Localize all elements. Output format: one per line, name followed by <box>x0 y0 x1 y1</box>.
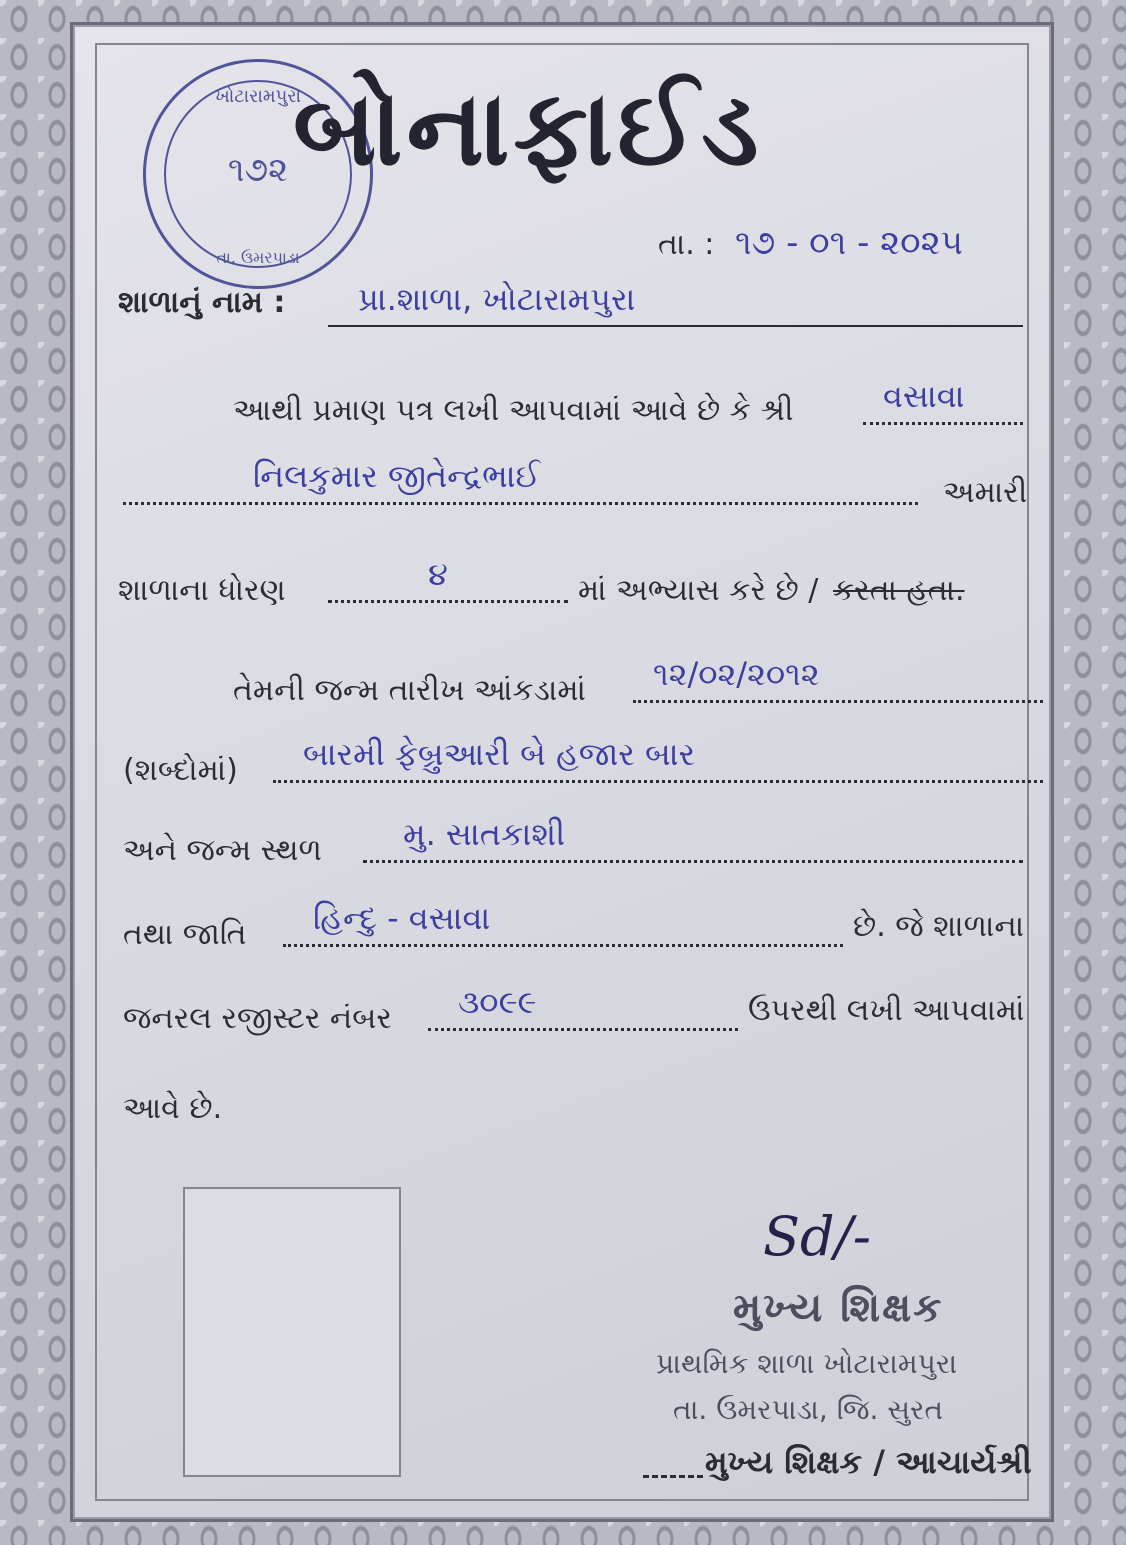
signature-stamp-title: મુખ્ય શિક્ષક <box>733 1285 944 1331</box>
certificate-title: બોનાફાઈડ <box>293 67 763 189</box>
birth-place-field <box>363 815 1023 863</box>
date-value: ૧૭ - ૦૧ - ૨૦૨૫ <box>735 223 963 263</box>
birth-place-label: અને જન્મ સ્થળ <box>123 833 322 868</box>
register-suffix: ઉપરથી લખી આપવામાં <box>748 993 1025 1028</box>
surname-field <box>863 377 1023 425</box>
student-photo-box <box>183 1187 401 1477</box>
birth-date-digits-value: ૧૨/૦૨/૨૦૧૨ <box>653 655 820 693</box>
student-name-value: નિલકુમાર જીતેન્દ્રભાઈ <box>253 457 541 495</box>
school-name-label: શાળાનું નામ : <box>118 285 286 320</box>
standard-label: શાળાના ધોરણ <box>118 573 286 608</box>
birth-date-words-value: બારમી ફેબ્રુઆરી બે હજાર બાર <box>303 735 696 773</box>
register-field <box>428 983 738 1031</box>
register-value: ૩૦૯૯ <box>458 983 537 1021</box>
bonafide-certificate-card <box>70 22 1054 1522</box>
signature-stamp-school: પ્રાથમિક શાળા ખોટારામપુરા <box>656 1347 958 1380</box>
standard-value: ૪ <box>428 555 448 593</box>
standard-struck-option: કરતા હતા. <box>833 573 965 608</box>
signature-dash-line <box>643 1475 703 1478</box>
birth-date-digits-label: તેમની જન્મ તારીખ આંકડામાં <box>233 673 586 708</box>
date-label: તા. : <box>658 227 715 262</box>
seal-number: ૧૭૨ <box>227 150 289 190</box>
surname-value: વસાવા <box>883 377 965 415</box>
standard-field <box>328 555 568 603</box>
seal-top-text: ખોટારામપુરા <box>214 86 301 107</box>
birth-place-value: મુ. સાતકાશી <box>403 815 566 853</box>
school-name-value: પ્રા.શાળા, ખોટારામપુરા <box>358 280 636 318</box>
caste-label: તથા જાતિ <box>123 917 247 952</box>
register-label: જનરલ રજીસ્ટર નંબર <box>123 1001 392 1036</box>
statement-intro: આથી પ્રમાણ પત્ર લખી આપવામાં આવે છે કે શ્રી <box>233 393 794 428</box>
handwritten-signature: Sd/- <box>763 1205 871 1268</box>
seal-bottom-text: તા. ઉમરપાડા <box>216 248 300 267</box>
birth-date-words-field <box>273 735 1043 783</box>
signature-caption: મુખ્ય શિક્ષક / આચાર્યશ્રી <box>705 1443 1032 1481</box>
caste-value: હિન્દુ - વસાવા <box>313 899 491 937</box>
standard-suffix: માં અભ્યાસ કરે છે / <box>578 573 819 608</box>
birth-date-words-label: (શબ્દોમાં) <box>123 753 238 788</box>
caste-suffix: છે. જે શાળાના <box>853 909 1025 944</box>
school-name-field <box>328 280 1023 327</box>
signature-stamp-address: તા. ઉમરપાડા, જિ. સુરત <box>673 1393 944 1426</box>
caste-field <box>283 899 843 947</box>
closing-text: આવે છે. <box>123 1091 223 1126</box>
birth-date-digits-field <box>633 655 1043 703</box>
student-name-field <box>123 457 918 505</box>
our-label: અમારી <box>943 475 1028 510</box>
